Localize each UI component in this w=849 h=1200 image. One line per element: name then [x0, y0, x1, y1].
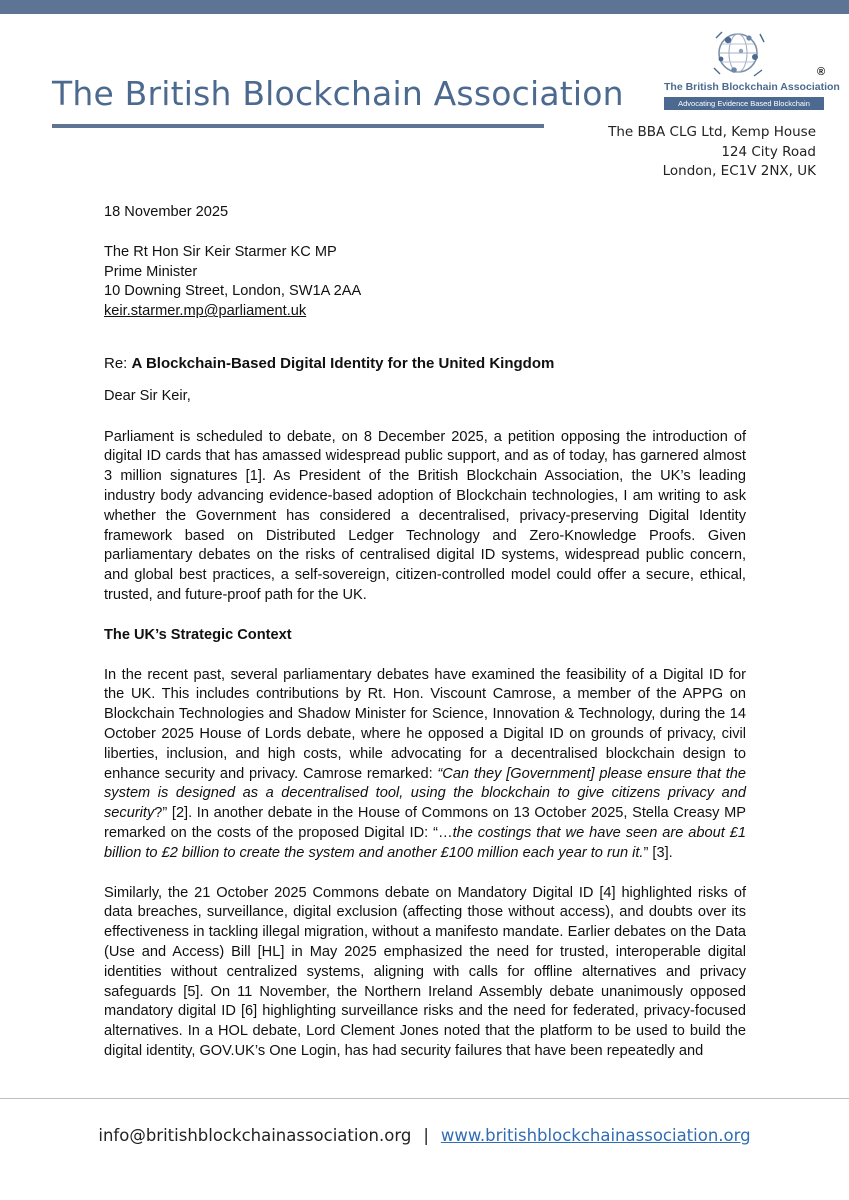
- quote-creasy: the costings that we have seen are about £1 billion to £2 billion to create the system and another £100 million each year to run it.: [104, 824, 746, 861]
- section-heading: The UK’s Strategic Context: [104, 626, 292, 643]
- recipient-block: [104, 243, 746, 322]
- paragraph-text: ?” [2]. In another debate in the House of Commons on 13 October 2025, Stella Creasy MP remarked on the costs of the proposed Digital ID: “…: [104, 805, 746, 841]
- footer-divider: [0, 1098, 849, 1099]
- logo-tagline: Advocating Evidence Based Blockchain: [664, 97, 824, 110]
- paragraph-intro: Parliament is scheduled to debate, on 8 December 2025, a petition opposing the introduction of digital ID cards that has amassed widespread public support, and as of today, has garnered almost 3 million signatures [1]. As President of the British Blockchain Association, the UK’s leading industry body advancing evidence-based adoption of Blockchain technologies, I am writing to ask whether the Government has considered a decentralised, privacy-preserving Digital Identity framework based on Distributed Ledger Technology and Zero-Knowledge Proofs. Given parliamentary debates on the risks of centralised digital ID systems, widespread public concern, and global best practices, a self-sovereign, citizen-controlled model could offer a secure, ethical, trusted, and future-proof path for the UK.: [104, 428, 746, 603]
- registered-mark: ®: [817, 66, 826, 78]
- paragraph-context: [104, 666, 746, 864]
- subject-label: Re:: [104, 354, 128, 372]
- title-underline: [52, 124, 544, 128]
- address-line: 124 City Road: [721, 143, 816, 160]
- address-line: London, EC1V 2NX, UK: [662, 163, 816, 179]
- paragraph-debates: Similarly, the 21 October 2025 Commons debate on Mandatory Digital ID [4] highlighted risks of data breaches, surveillance, digital exclusion (affecting those without access), and doubts over its effectiveness in tackling illegal migration, without a manifesto mandate. Earlier debates on the Data (Use and Access) Bill [HL] in May 2025 emphasized the need for trusted, interoperable digital identities without centralized systems, aligning with calls for offline alternatives and privacy safeguards [5]. On 11 November, the Northern Ireland Assembly debate unanimously opposed mandatory digital ID [6] highlighting surveillance risks and the need for federated, privacy-focused alternatives. In a HOL debate, Lord Clement Jones noted that the platform to be used to build the digital identity, GOV.UK’s One Login, has had security failures that have been repeatedly and: [104, 884, 746, 1059]
- top-color-bar: [0, 0, 849, 14]
- subject-line: [104, 354, 746, 374]
- sender-address: [608, 123, 816, 182]
- paragraph-text: ” [3].: [643, 844, 673, 861]
- letter-date: 18 November 2025: [104, 204, 229, 220]
- paragraph-text: In the recent past, several parliamentary debates have examined the feasibility of a Digital ID for the UK. This includes contributions by Rt. Hon. Viscount Camrose, a member of the APPG on Blockchain Technologies and Shadow Minister for Science, Innovation & Technology, during the 14 October 2025 House of Lords debate, where he opposed a Digital ID on grounds of privacy, civil liberties, inclusion, and high costs, while advocating for a decentralised blockchain design to enhance security and privacy. Camrose remarked:: [104, 666, 746, 782]
- footer-separator: |: [423, 1126, 429, 1145]
- blockchain-globe-logo-icon: [708, 26, 770, 80]
- logo-organization-name: The British Blockchain Association: [664, 81, 840, 93]
- quote-camrose: “Can they [Government] please ensure that the system is designed as a decentralised tool, using the blockchain to give citizens privacy and security: [104, 765, 746, 822]
- greeting: Dear Sir Keir,: [104, 387, 191, 404]
- recipient-email-link[interactable]: keir.starmer.mp@parliament.uk: [104, 303, 307, 320]
- footer-email: info@britishblockchainassociation.org: [98, 1126, 412, 1145]
- recipient-name: The Rt Hon Sir Keir Starmer KC MP: [104, 243, 337, 260]
- organization-title: The British Blockchain Association: [52, 74, 624, 113]
- footer-website-link[interactable]: www.britishblockchainassociation.org: [440, 1126, 751, 1145]
- subject-text: A Blockchain-Based Digital Identity for the United Kingdom: [131, 354, 555, 372]
- address-line: The BBA CLG Ltd, Kemp House: [608, 124, 816, 140]
- recipient-title: Prime Minister: [104, 263, 198, 280]
- letter-body: [104, 203, 746, 1082]
- recipient-address: 10 Downing Street, London, SW1A 2AA: [104, 283, 362, 300]
- footer: [0, 1126, 849, 1145]
